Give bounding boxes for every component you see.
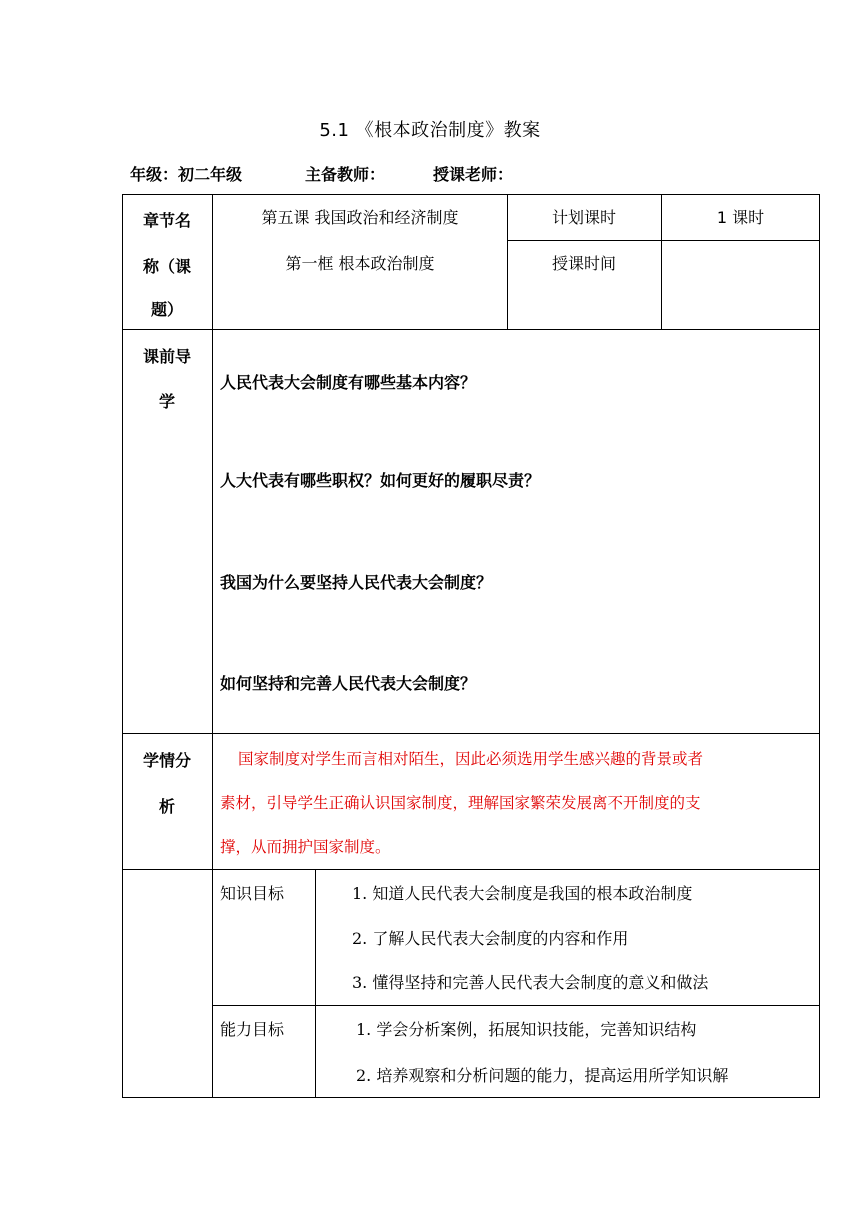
ability-goal-label: 能力目标 <box>220 1020 285 1039</box>
preview-header-line-2: 学 <box>158 392 175 411</box>
frame-title: 第一框 根本政治制度 <box>285 254 435 273</box>
lead-teacher-label: 主备教师： <box>305 165 386 184</box>
document-title: 5.1 《根本政治制度》教案 <box>319 120 541 141</box>
table-rule-knowledge <box>212 1005 820 1006</box>
teacher-label: 授课老师： <box>433 165 514 184</box>
plan-hours-value: 1 课时 <box>716 208 765 227</box>
chapter-header-line-3: 题） <box>150 300 183 319</box>
table-rule-plan <box>507 240 820 241</box>
ability-goal-1: 1. 学会分析案例，拓展知识技能，完善知识结构 <box>356 1020 697 1039</box>
chapter-header-line-1: 章节名 <box>142 211 191 230</box>
class-time-label: 授课时间 <box>551 254 616 273</box>
knowledge-goal-3: 3. 懂得坚持和完善人民代表大会制度的意义和做法 <box>352 973 709 992</box>
lesson-title: 第五课 我国政治和经济制度 <box>261 208 459 227</box>
table-border-left <box>122 194 123 1098</box>
table-border-right <box>819 194 820 1098</box>
table-rule-header-col <box>212 194 213 1098</box>
analysis-line-3: 撑，从而拥护国家制度。 <box>220 838 391 856</box>
table-border-top <box>122 194 820 195</box>
preview-question-2: 人大代表有哪些职权？如何更好的履职尽责？ <box>220 471 541 490</box>
chapter-header-line-2: 称（课 <box>142 257 191 276</box>
plan-hours-label: 计划课时 <box>551 208 616 227</box>
table-rule-row3 <box>122 869 820 870</box>
table-rule-row2 <box>122 733 820 734</box>
preview-header-line-1: 课前导 <box>142 347 191 366</box>
preview-question-3: 我国为什么要坚持人民代表大会制度？ <box>220 573 493 592</box>
table-rule-goal-col <box>315 869 316 1098</box>
grade-label: 年级：初二年级 <box>130 165 243 184</box>
document-meta <box>130 162 593 185</box>
analysis-line-2: 素材，引导学生正确认识国家制度，理解国家繁荣发展离不开制度的支 <box>220 794 701 812</box>
ability-goal-2: 2. 培养观察和分析问题的能力，提高运用所学知识解 <box>356 1066 729 1085</box>
preview-question-1: 人民代表大会制度有哪些基本内容？ <box>220 373 477 392</box>
analysis-line-1: 国家制度对学生而言相对陌生，因此必须选用学生感兴趣的背景或者 <box>238 750 704 768</box>
preview-question-4: 如何坚持和完善人民代表大会制度？ <box>220 674 477 693</box>
table-rule-row1 <box>122 329 820 330</box>
knowledge-goal-label: 知识目标 <box>220 884 285 903</box>
table-border-bottom <box>122 1097 820 1098</box>
knowledge-goal-2: 2. 了解人民代表大会制度的内容和作用 <box>352 929 629 948</box>
analysis-header-line-1: 学情分 <box>142 751 191 770</box>
knowledge-goal-1: 1. 知道人民代表大会制度是我国的根本政治制度 <box>352 884 693 903</box>
analysis-header-line-2: 析 <box>158 797 175 816</box>
